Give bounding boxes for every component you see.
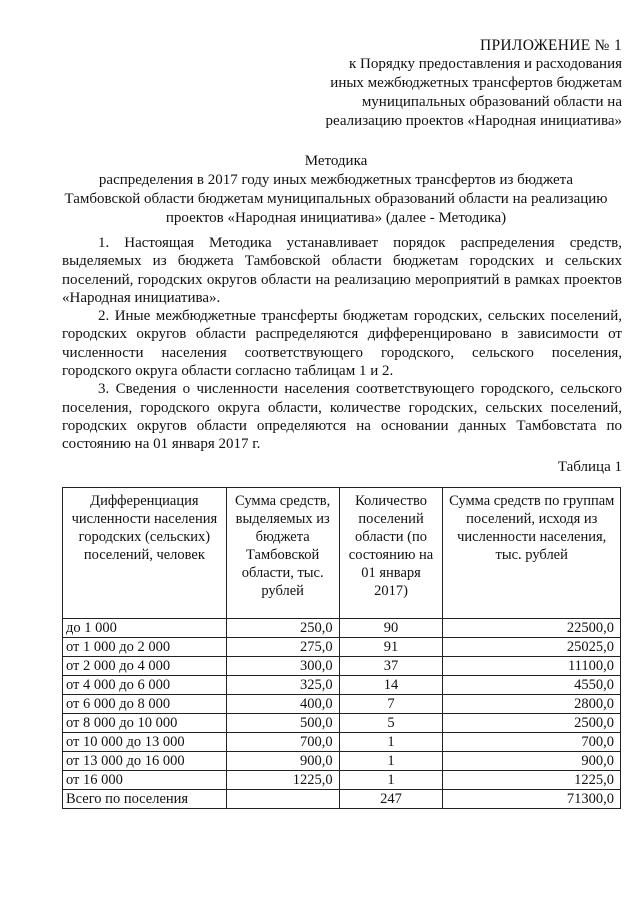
paragraph-3: 3. Сведения о численности населения соответствующего городского, сельского поселения, городского округа области, количестве городских, сельских поселений, городских округов области определяются на основании данных Тамбовстата по состоянию на 01 января 2017 г.	[62, 381, 622, 453]
table-total-row	[63, 790, 621, 809]
table-row	[63, 657, 621, 676]
cell-count: 37	[339, 657, 443, 676]
cell-amount: 1225,0	[226, 771, 339, 790]
cell-count: 1	[339, 771, 443, 790]
cell-group-amount: 900,0	[443, 752, 621, 771]
cell-group-amount: 2800,0	[443, 695, 621, 714]
cell-group-amount: 25025,0	[443, 638, 621, 657]
cell-population-range: от 13 000 до 16 000	[63, 752, 227, 771]
cell-amount: 400,0	[226, 695, 339, 714]
cell-population-range: от 16 000	[63, 771, 227, 790]
cell-amount: 900,0	[226, 752, 339, 771]
cell-population-range: Всего по поселения	[63, 790, 227, 809]
cell-count: 1	[339, 733, 443, 752]
cell-count: 90	[339, 619, 443, 638]
document-title	[50, 152, 622, 228]
appendix-line: иных межбюджетных трансфертов бюджетам	[330, 75, 622, 91]
title-line: распределения в 2017 году иных межбюджетных трансфертов из бюджета	[98, 172, 574, 188]
table-row	[63, 676, 621, 695]
cell-group-amount: 1225,0	[443, 771, 621, 790]
paragraph-1: 1. Настоящая Методика устанавливает порядок распределения средств, выделяемых из бюджета Тамбовской области бюджетам городских и сельских поселений, городских округов области на реализацию мероприятий в рамках проектов «Народная инициатива».	[62, 235, 622, 306]
appendix-line: к Порядку предоставления и расходования	[348, 56, 622, 72]
cell-group-amount: 2500,0	[443, 714, 621, 733]
cell-population-range: от 4 000 до 6 000	[63, 676, 227, 695]
title-heading: Методика	[304, 153, 368, 169]
cell-count: 247	[339, 790, 443, 809]
cell-group-amount: 4550,0	[443, 676, 621, 695]
cell-population-range: от 2 000 до 4 000	[63, 657, 227, 676]
distribution-table	[62, 487, 621, 809]
table-row	[63, 714, 621, 733]
table-header-row	[63, 488, 621, 619]
cell-population-range: от 6 000 до 8 000	[63, 695, 227, 714]
cell-count: 7	[339, 695, 443, 714]
cell-amount: 325,0	[226, 676, 339, 695]
cell-population-range: от 1 000 до 2 000	[63, 638, 227, 657]
table-row	[63, 733, 621, 752]
cell-group-amount: 71300,0	[443, 790, 621, 809]
cell-population-range: до 1 000	[63, 619, 227, 638]
cell-amount: 275,0	[226, 638, 339, 657]
appendix-line: муниципальных образований области на	[361, 94, 622, 110]
table-row	[63, 638, 621, 657]
appendix-line: реализацию проектов «Народная инициатива»	[325, 113, 622, 129]
cell-count: 1	[339, 752, 443, 771]
cell-population-range: от 8 000 до 10 000	[63, 714, 227, 733]
cell-population-range: от 10 000 до 13 000	[63, 733, 227, 752]
appendix-block	[292, 36, 622, 131]
cell-group-amount: 11100,0	[443, 657, 621, 676]
cell-group-amount: 700,0	[443, 733, 621, 752]
header-amount-per-settlement: Сумма средств, выделяемых из бюджета Тамбовской области, тыс. рублей	[226, 488, 339, 619]
cell-amount: 250,0	[226, 619, 339, 638]
table-row	[63, 771, 621, 790]
cell-amount: 700,0	[226, 733, 339, 752]
cell-count: 5	[339, 714, 443, 733]
cell-amount: 300,0	[226, 657, 339, 676]
appendix-heading: ПРИЛОЖЕНИЕ № 1	[479, 37, 622, 54]
header-group-amount: Сумма средств по группам поселений, исходя из численности населения, тыс. рублей	[443, 488, 621, 619]
title-line: Тамбовской области бюджетам муниципальных образований области на реализацию	[64, 191, 608, 207]
header-settlement-count: Количество поселений области (по состоянию на 01 января 2017)	[339, 488, 443, 619]
body-text	[62, 234, 622, 454]
header-population-range: Дифференциация численности населения городских (сельских) поселений, человек	[63, 488, 227, 619]
cell-count: 14	[339, 676, 443, 695]
table-caption: Таблица 1	[557, 459, 622, 475]
table-row	[63, 619, 621, 638]
table-row	[63, 695, 621, 714]
paragraph-2: 2. Иные межбюджетные трансферты бюджетам городских, сельских поселений, городских округов области распределяются дифференцировано в зависимости от численности населения соответствующего городского, сельского поселения, городского округа области согласно таблицам 1 и 2.	[62, 308, 622, 380]
table-body	[63, 619, 621, 809]
table-row	[63, 752, 621, 771]
cell-count: 91	[339, 638, 443, 657]
title-line: проектов «Народная инициатива» (далее - Методика)	[165, 210, 507, 226]
cell-amount: 500,0	[226, 714, 339, 733]
cell-group-amount: 22500,0	[443, 619, 621, 638]
cell-amount	[226, 790, 339, 809]
